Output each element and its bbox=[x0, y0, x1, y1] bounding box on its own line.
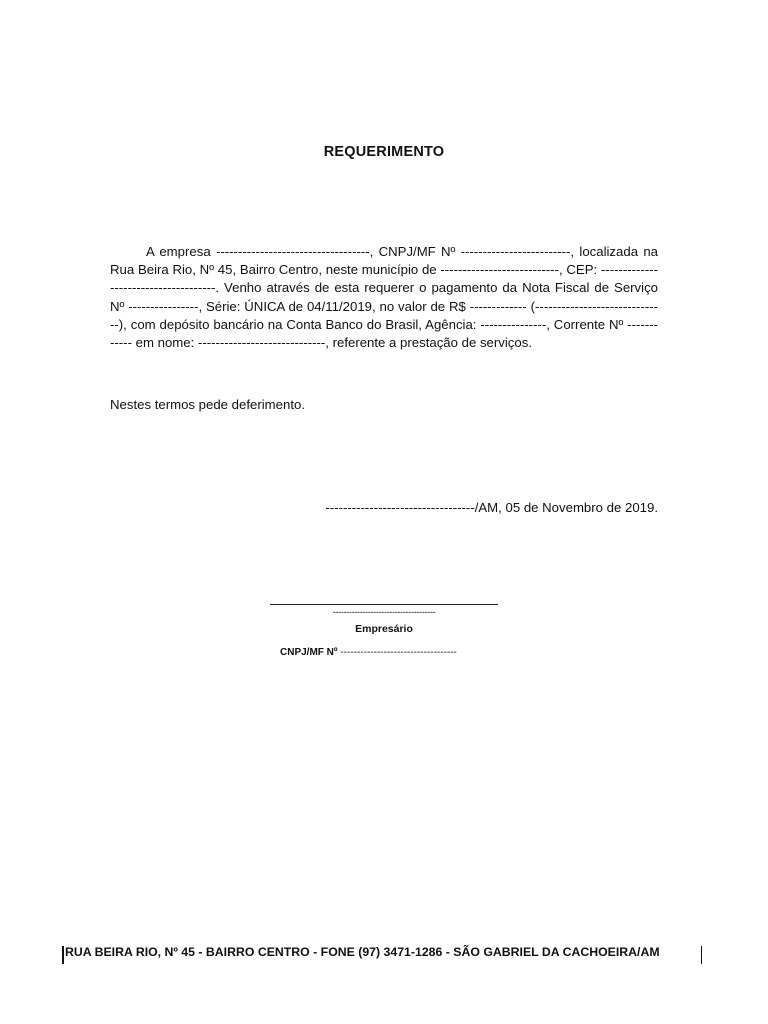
footer-left-rule bbox=[62, 946, 64, 964]
place-date-line: ----------------------------------/AM, 05 de Novembro de 2019. bbox=[325, 500, 658, 515]
footer-right-rule bbox=[701, 946, 703, 964]
signature-line bbox=[270, 604, 498, 605]
signer-cnpj bbox=[280, 647, 457, 658]
document-title: REQUERIMENTO bbox=[323, 144, 445, 160]
closing-text: Nestes termos pede deferimento. bbox=[110, 397, 305, 412]
page-footer bbox=[62, 944, 702, 964]
footer-address: RUA BEIRA RIO, Nº 45 - BAIRRO CENTRO - FONE (97) 3471-1286 - SÃO GABRIEL DA CACHOEIRA/AM bbox=[65, 945, 660, 959]
signature-block bbox=[270, 604, 498, 636]
signer-name-placeholder: -------------------------------------- bbox=[332, 607, 436, 617]
signer-cnpj-value: ----------------------------------- bbox=[340, 647, 457, 658]
signer-role: Empresário bbox=[355, 623, 413, 635]
request-paragraph: A empresa -----------------------------------, CNPJ/MF Nº -------------------------, localizada na Rua Beira Rio, Nº 45, Bairro Centro, neste município de ---------------------------, CEP: -------------------------------------. Venho através de esta requerer o pagamento da Nota Fiscal de Serviço Nº ----------------, Série: ÚNICA de 04/11/2019, no valor de R$ ------------- (------------------------------), com depósito bancário na Conta Banco do Brasil, Agência: ---------------, Corrente Nº ------------ em nome: -----------------------------, referente a prestação de serviços. bbox=[110, 244, 658, 351]
signer-cnpj-label: CNPJ/MF Nº bbox=[280, 647, 338, 658]
